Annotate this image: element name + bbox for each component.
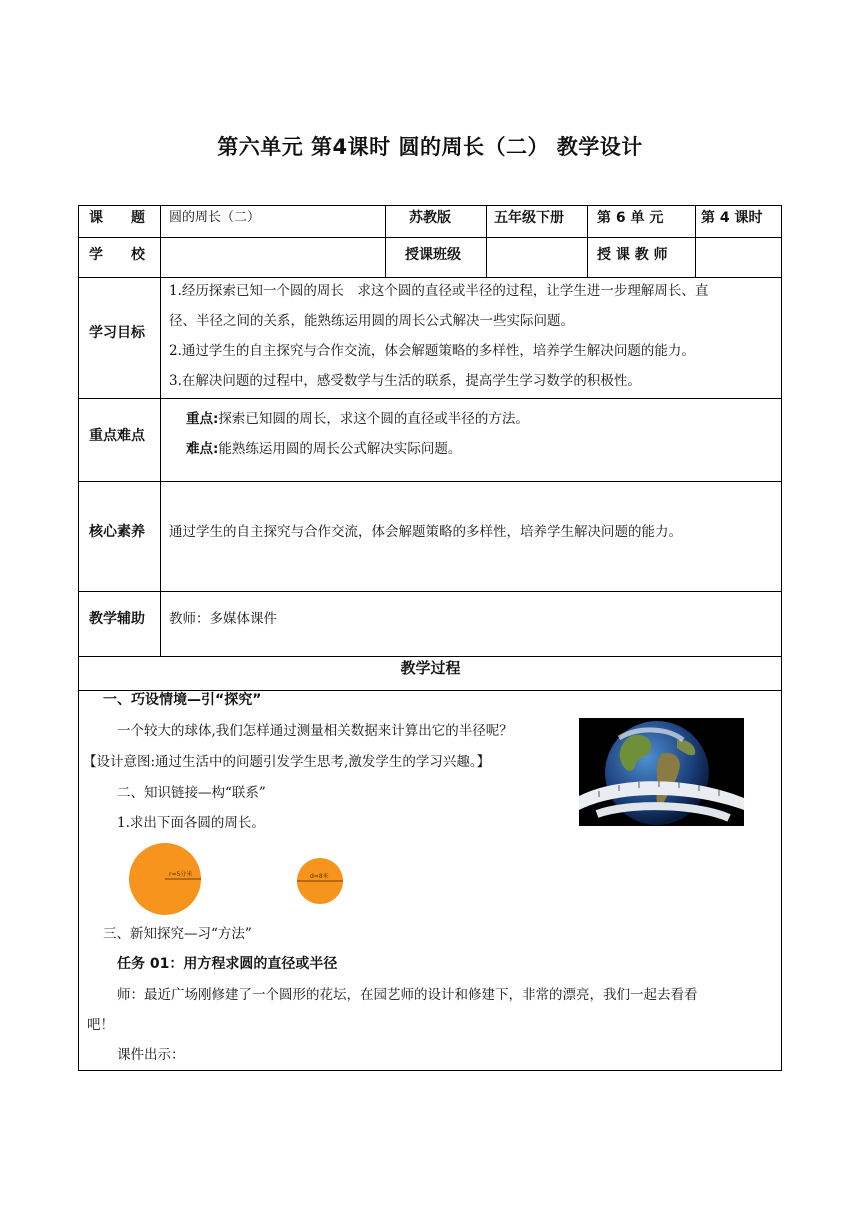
goal-line-1: 1.经历探索已知一个圆的周长 求这个圆的直径或半径的过程，让学生进一步理解周长、直 <box>169 283 709 299</box>
keypoints-label: 重点难点 <box>89 428 145 444</box>
aids-label: 教学辅助 <box>89 611 145 627</box>
lesson-number: 第 4 课时 <box>701 210 763 226</box>
section2-title: 二、知识链接—构“联系” <box>117 785 266 801</box>
difficulty-line: 难点:能熟练运用圆的周长公式解决实际问题。 <box>186 441 462 457</box>
goals-list <box>169 276 779 396</box>
section1-question: 一个较大的球体,我们怎样通过测量相关数据来计算出它的半径呢？ <box>117 723 513 739</box>
section1-intent: 【设计意图:通过生活中的问题引发学生思考,激发学生的学习兴趣。】 <box>83 754 491 770</box>
teacher-line-2: 吧！ <box>87 1017 114 1033</box>
topic-value: 圆的周长（二） <box>169 210 261 225</box>
section2-question: 1.求出下面各圆的周长。 <box>117 815 265 831</box>
circle2-label: d=8米 <box>310 873 329 880</box>
goals-label: 学习目标 <box>89 325 145 341</box>
keypoints-content <box>186 404 776 464</box>
circle-radius-diagram <box>125 842 205 916</box>
earth-with-tape-image <box>579 718 744 826</box>
section3-title: 三、新知探究—习“方法” <box>103 926 252 942</box>
teacher-line-1: 师：最近广场刚修建了一个圆形的花坛，在园艺师的设计和修建下，非常的漂亮，我们一起去看看 <box>117 987 698 1003</box>
section1-title: 一、巧设情境—引“探究” <box>103 692 262 708</box>
task-title: 任务 01：用方程求圆的直径或半径 <box>117 956 338 972</box>
goal-line-3: 2.通过学生的自主探究与合作交流，体会解题策略的多样性，培养学生解决问题的能力。 <box>169 343 695 359</box>
teacher-label: 授 课 教 师 <box>597 247 668 263</box>
lesson-plan-table <box>78 205 782 1071</box>
circle-diameter-diagram <box>295 857 345 905</box>
publisher: 苏教版 <box>409 210 451 226</box>
grade: 五年级下册 <box>494 210 564 226</box>
courseware-line: 课件出示： <box>117 1047 185 1063</box>
goal-line-2: 径、半径之间的关系，能熟练运用圆的周长公式解决一些实际问题。 <box>169 313 574 329</box>
process-heading: 教学过程 <box>400 659 461 677</box>
topic-label: 课 题 <box>89 210 145 226</box>
literacy-label: 核心素养 <box>89 524 145 540</box>
unit: 第 6 单 元 <box>597 210 664 226</box>
literacy-text: 通过学生的自主探究与合作交流，体会解题策略的多样性，培养学生解决问题的能力。 <box>169 524 682 540</box>
circle1-label: r=5分米 <box>169 871 193 878</box>
key-point-line: 重点:探索已知圆的周长，求这个圆的直径或半径的方法。 <box>186 411 529 427</box>
page-title: 第六单元 第4课时 圆的周长（二） 教学设计 <box>217 135 643 159</box>
aids-text: 教师：多媒体课件 <box>169 611 277 627</box>
class-label: 授课班级 <box>405 247 461 263</box>
goal-line-4: 3.在解决问题的过程中，感受数学与生活的联系，提高学生学习数学的积极性。 <box>169 373 641 389</box>
school-label: 学 校 <box>89 247 145 263</box>
